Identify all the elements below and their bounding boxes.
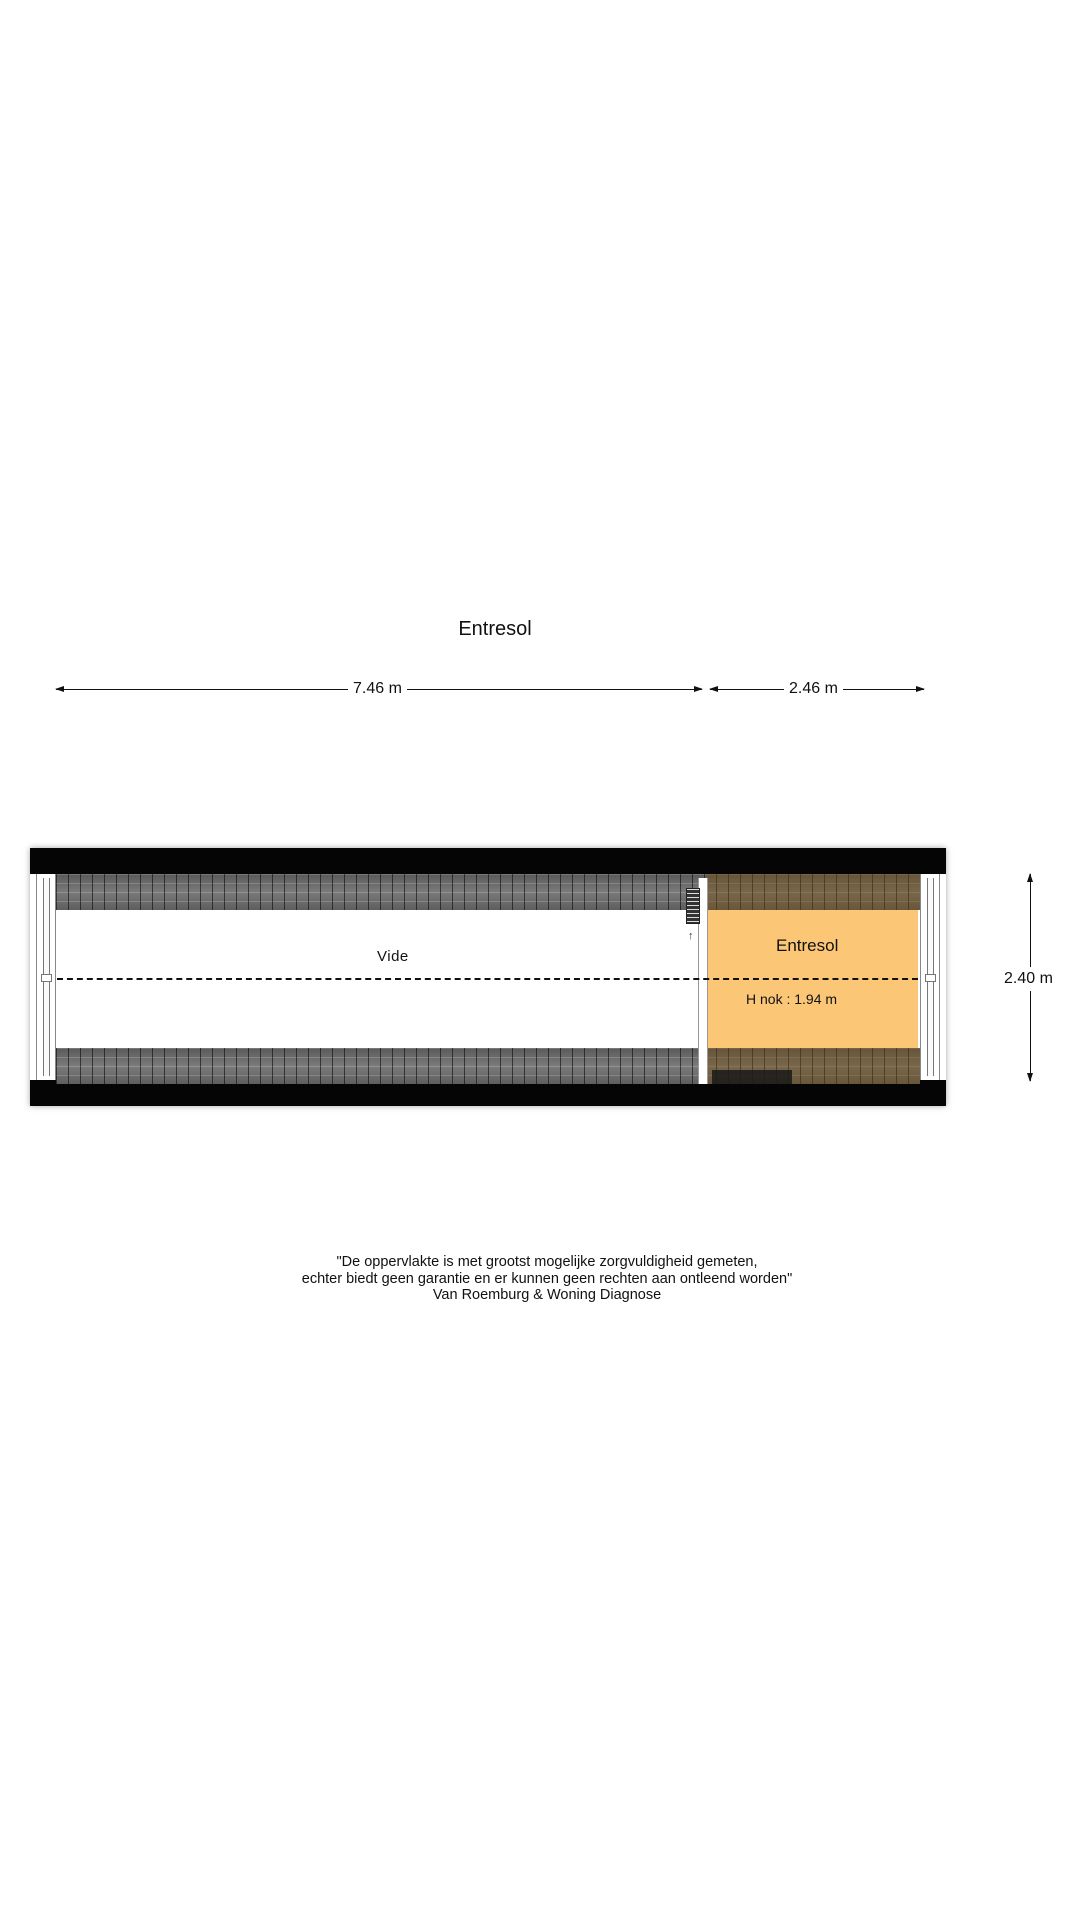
stair-icon: [686, 888, 700, 924]
roof-window: [712, 1070, 792, 1084]
arrow-up-icon: [1027, 873, 1033, 882]
arrow-right-icon: [694, 686, 703, 692]
floor-title: Entresol: [458, 618, 532, 640]
left-side-wall: [36, 874, 56, 1080]
top-wall: [30, 848, 946, 874]
disclaimer: [0, 1254, 1080, 1304]
right-side-wall: [920, 874, 940, 1080]
room-label-vide: Vide: [377, 948, 409, 965]
dimension-label-depth: 2.40 m: [1002, 967, 1055, 991]
roof-shade-top: [706, 874, 920, 910]
disclaimer-line-2: echter biedt geen garantie en er kunnen geen rechten aan ontleend worden": [301, 1270, 793, 1287]
dimension-label-width-right: 2.46 m: [784, 679, 843, 699]
dimension-label-width-left: 7.46 m: [348, 679, 407, 699]
arrow-left-icon: [709, 686, 718, 692]
room-height-entresol: H nok : 1.94 m: [746, 991, 838, 1007]
room-label-entresol: Entresol: [776, 936, 839, 955]
arrow-right-icon: [916, 686, 925, 692]
arrow-down-icon: [1027, 1073, 1033, 1082]
arrow-left-icon: [55, 686, 64, 692]
stair-direction-icon: ↑: [688, 930, 694, 942]
disclaimer-line-1: "De oppervlakte is met grootst mogelijke zorgvuldigheid gemeten,: [336, 1254, 758, 1270]
ridge-line: [57, 978, 918, 980]
disclaimer-line-3: Van Roemburg & Woning Diagnose: [432, 1287, 662, 1303]
